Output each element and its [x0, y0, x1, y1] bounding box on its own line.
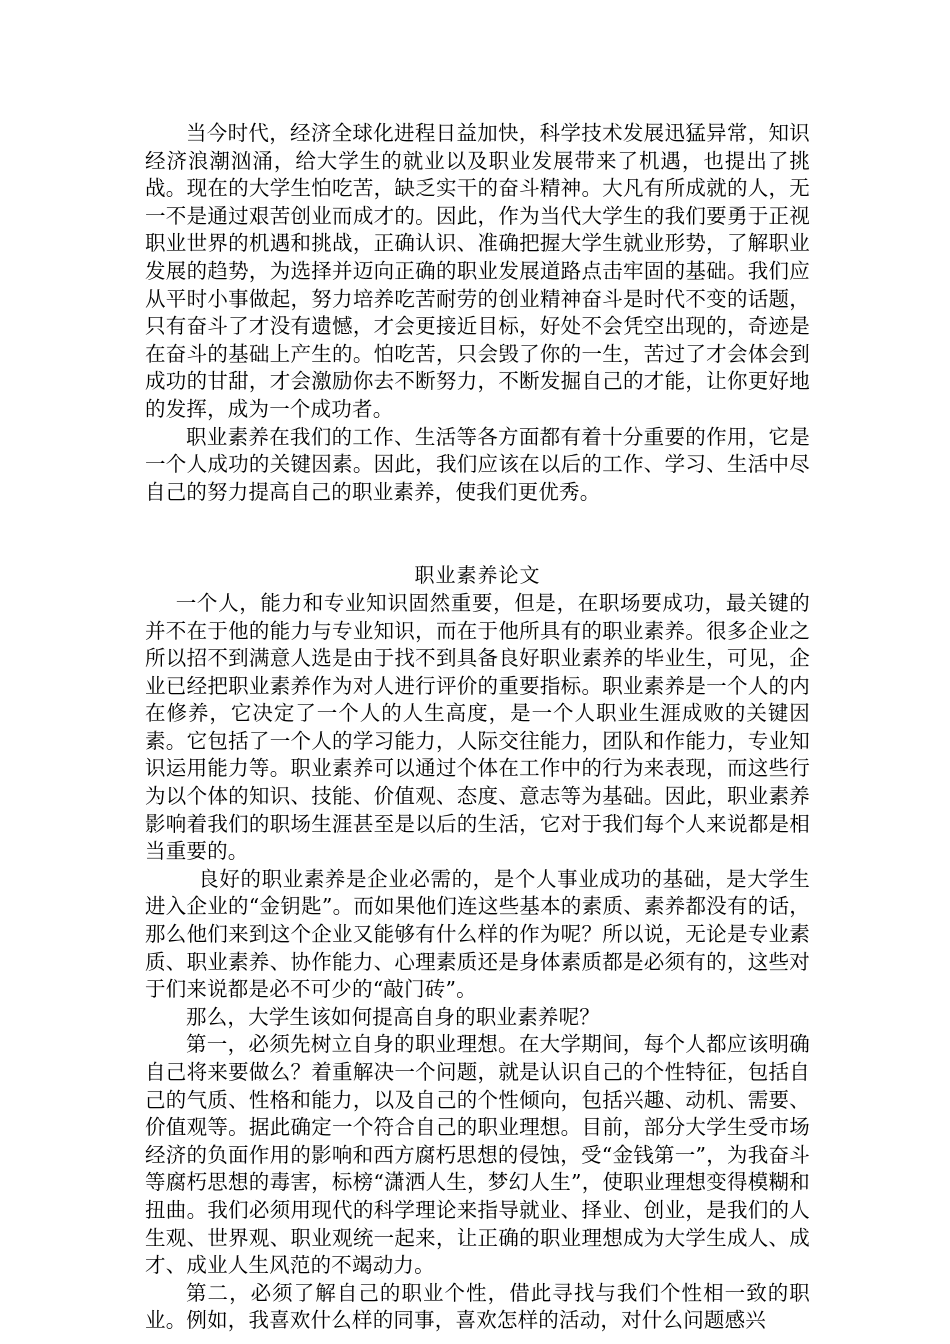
essay-title: 职业素养论文 [414, 563, 541, 588]
intro-paragraph-1: 当今时代，经济全球化进程日益加快，科学技术发展迅猛异常，知识经济浪潮汹涌，给大学生的就业以及职业发展带来了机遇，也提出了挑战。现在的大学生怕吃苦，缺乏实干的奋斗精神。大凡有所成就的人，无一不是通过艰苦创业而成才的。因此，作为当代大学生的我们要勇于正视职业世界的机遇和挑战，正确认识、准确把握大学生就业形势，了解职业发展的趋势，为选择并迈向正确的职业发展道路点击牢固的基础。我们应从平时小事做起，努力培养吃苦耐劳的创业精神奋斗是时代不变的话题，只有奋斗了才没有遗憾，才会更接近目标，好处不会凭空出现的，奇迹是在奋斗的基础上产生的。怕吃苦，只会毁了你的一生，苦过了才会体会到成功的甘甜，才会激励你去不断努力，不断发掘自己的才能，让你更好地的发挥，成为一个成功者。 [145, 121, 810, 421]
section-spacer [145, 506, 810, 562]
intro-paragraph-2: 职业素养在我们的工作、生活等各方面都有着十分重要的作用，它是一个人成功的关键因素。因此，我们应该在以后的工作、学习、生活中尽自己的努力提高自己的职业素养，使我们更优秀。 [145, 424, 810, 504]
essay-paragraph-5: 第二，必须了解自己的职业个性，借此寻找与我们个性相一致的职业。例如，我喜欢什么样的同事，喜欢怎样的活动，对什么问题感兴 [145, 1280, 810, 1333]
essay-paragraph-3: 那么，大学生该如何提高自身的职业素养呢？ [186, 1004, 600, 1029]
essay-paragraph-1: 一个人，能力和专业知识固然重要，但是，在职场要成功，最关键的并不在于他的能力与专业知识，而在于他所具有的职业素养。很多企业之所以招不到满意人选是由于找不到具备良好职业素养的毕业生，可见，企业已经把职业素养作为对人进行评价的重要指标。职业素养是一个人的内在修养，它决定了一个人的人生高度，是一个人职业生涯成败的关键因素。它包括了一个人的学习能力，人际交往能力，团队和作能力，专业知识运用能力等。职业素养可以通过个体在工作中的行为来表现，而这些行为以个体的知识、技能、价值观、态度、意志等为基础。因此，职业素养影响着我们的职场生涯甚至是以后的生活，它对于我们每个人来说都是相当重要的。 [145, 590, 810, 864]
essay-paragraph-2: 良好的职业素养是企业必需的，是个人事业成功的基础，是大学生进入企业的“金钥匙”。而如果他们连这些基本的素质、素养都没有的话，那么他们来到这个企业又能够有什么样的作为呢？所以说，无论是专业素质、职业素养、协作能力、心理素质还是身体素质都是必须有的，这些对于们来说都是必不可少的“敲门砖”。 [145, 866, 810, 1002]
essay-paragraph-4: 第一，必须先树立自身的职业理想。在大学期间，每个人都应该明确自己将来要做么？着重解决一个问题，就是认识自己的个性特征，包括自己的气质、性格和能力，以及自己的个性倾向，包括兴趣、动机、需要、价值观等。据此确定一个符合自己的职业理想。目前，部分大学生受市场经济的负面作用的影响和西方腐朽思想的侵蚀，受“金钱第一”，为我奋斗等腐朽思想的毒害，标榜“潇洒人生，梦幻人生”，使职业理想变得模糊和扭曲。我们必须用现代的科学理论来指导就业、择业、创业，是我们的人生观、世界观、职业观统一起来，让正确的职业理想成为大学生成人、成才、成业人生风范的不竭动力。 [145, 1032, 810, 1278]
document-page [145, 120, 810, 1335]
